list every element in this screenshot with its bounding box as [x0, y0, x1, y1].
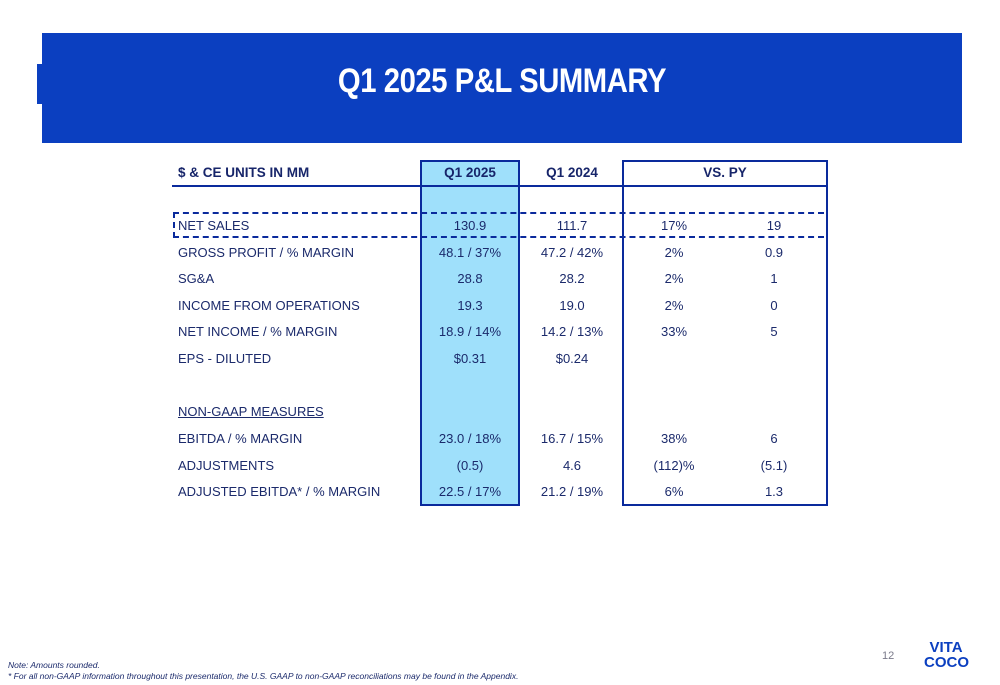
table-row: [172, 298, 828, 318]
pl-summary-table: [172, 160, 830, 510]
section-heading-non-gaap: NON-GAAP MEASURES: [178, 404, 324, 419]
cell-q1-2024: 111.7: [556, 218, 588, 233]
footnotes: [8, 660, 518, 682]
row-label: ADJUSTED EBITDA* / % MARGIN: [178, 484, 381, 499]
cell-q1-2025: $0.31: [453, 351, 487, 366]
table-row: [172, 351, 828, 371]
table-row: [172, 271, 828, 291]
table-row: [172, 324, 828, 344]
table-row: [172, 245, 828, 265]
header-units-label: $ & CE UNITS IN MM: [178, 165, 310, 180]
cell-q1-2024: 19.0: [559, 298, 585, 313]
cell-q1-2025: 19.3: [457, 298, 483, 313]
cell-vs-py-pct: 17%: [660, 218, 688, 233]
cell-q1-2024: 28.2: [559, 271, 585, 286]
cell-vs-py-abs: (5.1): [760, 458, 788, 473]
cell-vs-py-pct: 2%: [664, 245, 684, 260]
row-label: NET SALES: [178, 218, 250, 233]
row-label: SG&A: [178, 271, 215, 286]
cell-q1-2024: 16.7 / 15%: [540, 431, 604, 446]
row-label: ADJUSTMENTS: [178, 458, 275, 473]
header-q1-2025: Q1 2025: [444, 165, 496, 180]
cell-q1-2024: 14.2 / 13%: [540, 324, 604, 339]
cell-vs-py-pct: 2%: [664, 271, 684, 286]
page-number: 12: [882, 650, 895, 662]
row-label: EPS - DILUTED: [178, 351, 272, 366]
cell-vs-py-abs: 0.9: [764, 245, 784, 260]
cell-vs-py-pct: 6%: [664, 484, 684, 499]
cell-vs-py-pct: 38%: [660, 431, 688, 446]
cell-q1-2025: 28.8: [457, 271, 483, 286]
cell-q1-2025: (0.5): [456, 458, 484, 473]
row-label: EBITDA / % MARGIN: [178, 431, 303, 446]
vita-coco-logo: [924, 640, 968, 676]
footnote-non-gaap: * For all non-GAAP information throughout this presentation, the U.S. GAAP to non-GAAP reconciliations may be found in the Appendix.: [8, 671, 519, 681]
cell-q1-2025: 48.1 / 37%: [438, 245, 502, 260]
cell-q1-2025: 22.5 / 17%: [438, 484, 502, 499]
cell-vs-py-abs: 5: [770, 324, 778, 339]
cell-vs-py-pct: 2%: [664, 298, 684, 313]
row-label: GROSS PROFIT / % MARGIN: [178, 245, 355, 260]
row-label: NET INCOME / % MARGIN: [178, 324, 338, 339]
header-vs-py: VS. PY: [703, 165, 747, 180]
footnote-rounding: Note: Amounts rounded.: [8, 660, 100, 670]
cell-q1-2024: 4.6: [562, 458, 582, 473]
table-row: [172, 431, 828, 451]
cell-q1-2025: 130.9: [453, 218, 487, 233]
cell-vs-py-abs: 19: [766, 218, 782, 233]
row-label: INCOME FROM OPERATIONS: [178, 298, 360, 313]
page-title: Q1 2025 P&L SUMMARY: [337, 62, 667, 100]
table-row: [172, 404, 828, 424]
cell-vs-py-abs: 1.3: [764, 484, 784, 499]
header-q1-2024: Q1 2024: [546, 165, 598, 180]
header-divider: [172, 185, 828, 187]
table-row: [172, 218, 828, 238]
cell-q1-2024: $0.24: [555, 351, 589, 366]
cell-vs-py-pct: (112)%: [653, 458, 695, 473]
cell-q1-2024: 47.2 / 42%: [540, 245, 604, 260]
logo-line-2: COCO: [924, 654, 969, 671]
cell-vs-py-abs: 0: [770, 298, 778, 313]
cell-vs-py-abs: 6: [770, 431, 778, 446]
cell-vs-py-pct: 33%: [660, 324, 688, 339]
cell-q1-2025: 23.0 / 18%: [438, 431, 502, 446]
cell-vs-py-abs: 1: [770, 271, 778, 286]
cell-q1-2025: 18.9 / 14%: [438, 324, 502, 339]
logo-line-1: VITA: [929, 639, 963, 656]
table-row: [172, 458, 828, 478]
cell-q1-2024: 21.2 / 19%: [540, 484, 604, 499]
table-row: [172, 484, 828, 504]
